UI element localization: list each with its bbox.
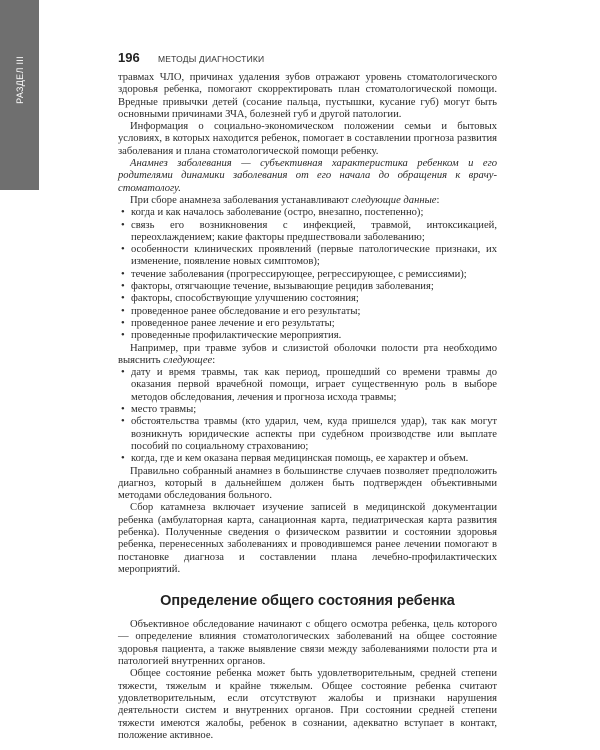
list-item: • проведенное ранее обследование и его результаты; <box>118 306 497 318</box>
list-item: • обстоятельства травмы (кто ударил, чем, куда пришелся удар), так как могут возникнуть юридические аспекты при судебном производстве или выплате пособий по социальному страхованию; <box>118 416 497 453</box>
list-item: • проведенные профилактические мероприятия. <box>118 330 497 342</box>
paragraph <box>118 343 497 368</box>
paragraph: Правильно собранный анамнез в большинстве случаев позволяет предположить диагноз, который в дальнейшем должен быть подтвержден объективными методами обследования больного. <box>118 465 497 502</box>
list-item: • проведенное ранее лечение и его результаты; <box>118 318 497 330</box>
paragraph-text: : <box>436 194 440 206</box>
page-number: 196 <box>118 50 140 65</box>
paragraph: Общее состояние ребенка может быть удовлетворительным, средней степени тяжести, тяжелым и крайне тяжелым. Общее состояние ребенка считают удовлетворительным, если отсутствуют жалобы и признаки нарушения деятельности систем и внутренних органов. При состоянии средней степени тяжести имеются жалобы, ребенок в сознании, адекватно вступает в контакт, положение активное. <box>118 668 497 741</box>
section-tab-text: РАЗДЕЛ III <box>15 56 25 104</box>
section-tab-label <box>10 40 30 120</box>
paragraph-text: Например, при травме зубов и слизистой оболочки полости рта необходимо выяснить <box>118 342 497 366</box>
paragraph <box>118 195 497 207</box>
list-item: • место травмы; <box>118 404 497 416</box>
list-item: • течение заболевания (прогрессирующее, регрессирующее, с ремиссиями); <box>118 269 497 281</box>
list-item: • факторы, отягчающие течение, вызывающие рецидив заболевания; <box>118 281 497 293</box>
list-item: • связь его возникновения с инфекцией, травмой, интоксикацией, переохлаждением; какие факторы предшествовали заболеванию; <box>118 220 497 245</box>
paragraph-definition: Анамнез заболевания — субъективная характеристика ребенком и его родителями динамики заболевания от его начала до обращения к врачу-стоматологу. <box>118 158 497 194</box>
section-title: Определение общего состояния ребенка <box>160 593 455 610</box>
paragraph: травмах ЧЛО, причинах удаления зубов отражают уровень стоматологического здоровья ребенка, помогают скорректировать план стоматологической помощи. Вредные привычки детей (сосание пальца, пустышки, кусание губ) могут быть основными причинами ЗЧА, болезней губ и другой патологии. <box>118 72 497 120</box>
paragraph: Информация о социально-экономическом положении семьи и бытовых условиях, в которых находится ребенок, помогает в составлении прогноза развития заболевания и плана стоматологической помощи ребенку. <box>118 121 497 157</box>
page-body <box>118 72 497 742</box>
emphasis-text: следующее <box>163 354 213 366</box>
bullet-list <box>118 207 497 342</box>
section-tab <box>0 0 39 190</box>
list-item: • когда, где и кем оказана первая медицинская помощь, ее характер и объем. <box>118 453 497 465</box>
page-header <box>118 51 498 65</box>
bullet-list <box>118 367 497 465</box>
emphasis-text: следующие данные <box>351 194 437 206</box>
paragraph-text: При сборе анамнеза заболевания устанавливают <box>130 194 352 206</box>
list-item: • особенности клинических проявлений (первые патологические признаки, их изменение, появление новых симптомов); <box>118 244 497 269</box>
paragraph-text: : <box>212 354 216 366</box>
running-head: МЕТОДЫ ДИАГНОСТИКИ <box>158 54 265 64</box>
paragraph: Объективное обследование начинают с общего осмотра ребенка, цель которого — определение влияния стоматологических заболеваний на общее состояние здоровья пациента, а также выявление связи между заболеваниями полости рта и патологией внутренних органов. <box>118 619 497 668</box>
list-item: • факторы, способствующие улучшению состояния; <box>118 293 497 305</box>
list-item: • дату и время травмы, так как период, прошедший со времени травмы до оказания первой врачебной помощи, играет существенную роль в выборе методов обследования, лечения и прогноза исхода травмы; <box>118 367 497 404</box>
list-item: • когда и как началось заболевание (остро, внезапно, постепенно); <box>118 207 497 219</box>
paragraph: Сбор катамнеза включает изучение записей в медицинской документации ребенка (амбулаторная карта, санационная карта, педиатрическая карта развития ребенка). Полученные сведения о физическом развитии и состоянии здоровья ребенка, перенесенных заболеваниях и проводившемся ранее лечении помогают в постановке диагноза и составлении плана лечебно-профилактических мероприятий. <box>118 502 497 575</box>
